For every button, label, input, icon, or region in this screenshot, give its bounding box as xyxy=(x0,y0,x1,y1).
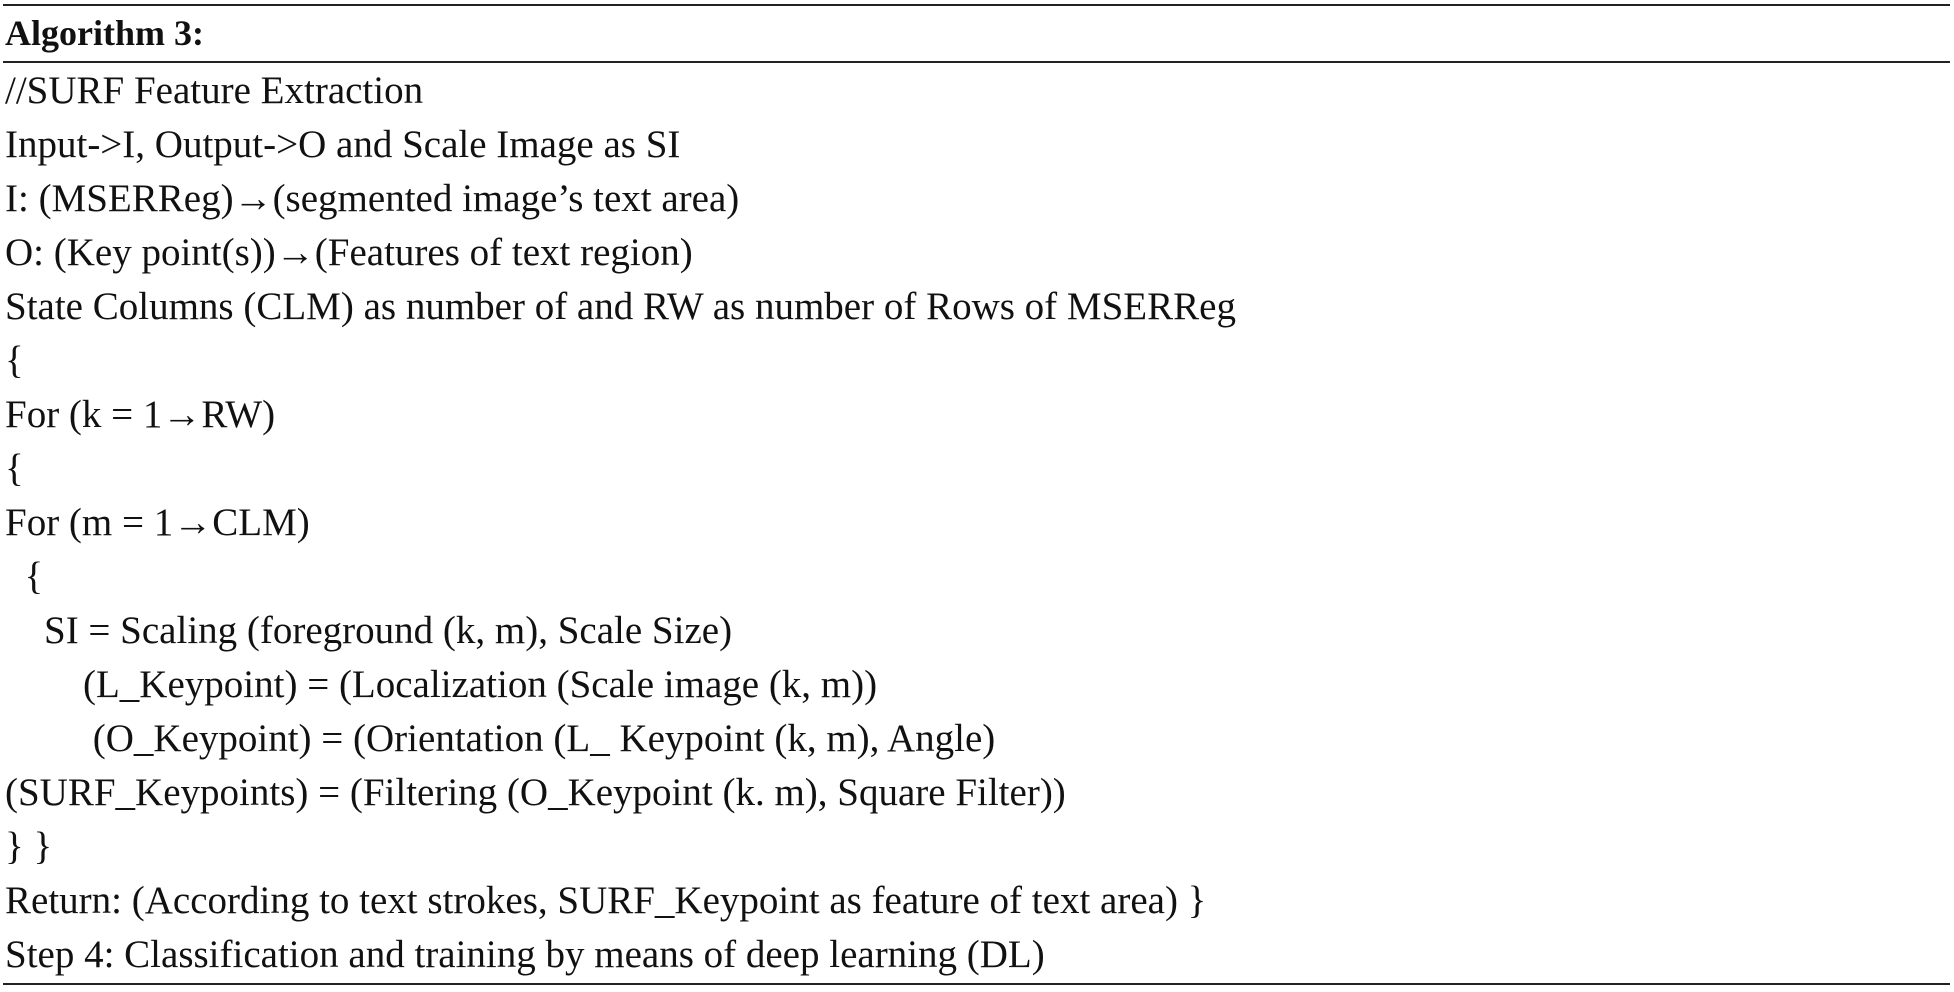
algorithm-line-comment: //SURF Feature Extraction xyxy=(5,69,424,112)
bottom-rule xyxy=(3,983,1950,985)
algorithm-line-filtering: (SURF_Keypoints) = (Filtering (O_Keypoint (k. m), Square Filter)) xyxy=(5,771,1066,814)
algorithm-line-io: Input->I, Output->O and Scale Image as SI xyxy=(5,123,681,166)
algorithm-line-for-k: For (k = 1→RW) xyxy=(5,393,276,436)
algorithm-line-open-brace-3: { xyxy=(5,555,44,598)
algorithm-line-open-brace-1: { xyxy=(5,339,24,382)
header-rule xyxy=(3,61,1950,63)
algorithm-line-scaling: SI = Scaling (foreground (k, m), Scale Size) xyxy=(5,609,733,652)
algorithm-line-return: Return: (According to text strokes, SURF_Keypoint as feature of text area) } xyxy=(5,879,1207,922)
algorithm-line-localization: (L_Keypoint) = (Localization (Scale image (k, m)) xyxy=(5,663,878,706)
algorithm-title: Algorithm 3: xyxy=(5,13,204,53)
algorithm-line-close-braces: } } xyxy=(5,825,53,868)
algorithm-line-orientation: (O_Keypoint) = (Orientation (L_ Keypoint (k, m), Angle) xyxy=(5,717,996,760)
algorithm-line-output: O: (Key point(s))→(Features of text region) xyxy=(5,231,693,274)
algorithm-line-open-brace-2: { xyxy=(5,447,24,490)
algorithm-body xyxy=(5,64,1236,982)
algorithm-line-step4: Step 4: Classification and training by means of deep learning (DL) xyxy=(5,933,1045,976)
algorithm-line-input: I: (MSERReg)→(segmented image’s text area) xyxy=(5,177,740,220)
top-rule xyxy=(3,4,1950,6)
algorithm-line-for-m: For (m = 1→CLM) xyxy=(5,501,310,544)
algorithm-line-state: State Columns (CLM) as number of and RW as number of Rows of MSERReg xyxy=(5,285,1236,328)
